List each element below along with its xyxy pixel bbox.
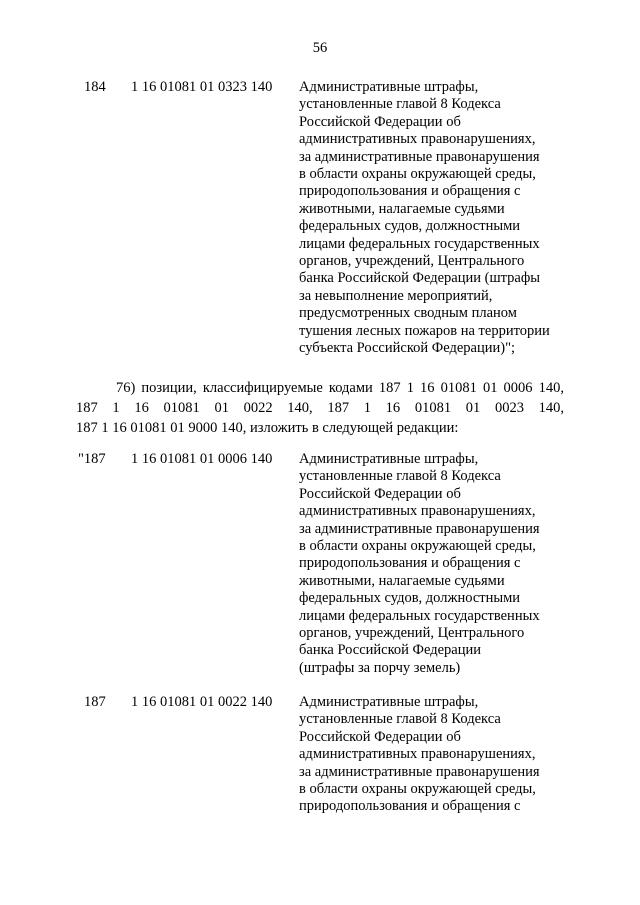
description-line: Российской Федерации об: [299, 728, 461, 745]
admin-code: "187: [78, 451, 106, 467]
description-line: тушения лесных пожаров на территории: [299, 322, 550, 339]
code-description: [299, 451, 579, 677]
description-line: лицами федеральных государственных: [299, 235, 540, 252]
description-line: природопользования и обращения с: [299, 555, 521, 572]
description-line: предусмотренных сводным планом: [299, 305, 517, 322]
paragraph-line: 187 1 16 01081 01 9000 140, изложить в следующей редакции:: [76, 420, 459, 437]
description-line: федеральных судов, должностными: [299, 218, 521, 235]
amendment-paragraph: [76, 378, 564, 439]
description-line: банка Российской Федерации (штрафы: [299, 270, 540, 287]
description-line: федеральных судов, должностными: [299, 590, 521, 607]
description-line: в области охраны окружающей среды,: [299, 166, 536, 183]
description-line: (штрафы за порчу земель): [299, 659, 461, 676]
description-line: за невыполнение мероприятий,: [299, 287, 493, 304]
classification-code: 1 16 01081 01 0022 140: [131, 694, 273, 710]
description-line: лицами федеральных государственных: [299, 607, 540, 624]
description-line: административных правонарушениях,: [299, 131, 536, 148]
description-line: Административные штрафы,: [299, 79, 479, 95]
description-line: Российской Федерации об: [299, 113, 461, 130]
description-line: банка Российской Федерации: [299, 642, 482, 659]
description-line: органов, учреждений, Центрального: [299, 253, 525, 270]
description-line: Административные штрафы,: [299, 694, 479, 710]
description-line: за административные правонарушения: [299, 148, 540, 165]
description-line: Административные штрафы,: [299, 451, 479, 467]
classification-code: 1 16 01081 01 0006 140: [131, 451, 273, 467]
description-line: животными, налагаемые судьями: [299, 200, 505, 217]
page-number: 56: [312, 40, 328, 56]
description-line: административных правонарушениях,: [299, 503, 536, 520]
admin-code: 184: [84, 79, 106, 95]
description-line: природопользования и обращения с: [299, 798, 521, 815]
code-description: [299, 694, 579, 816]
description-line: природопользования и обращения с: [299, 183, 521, 200]
description-line: в области охраны окружающей среды,: [299, 538, 536, 555]
description-line: в области охраны окружающей среды,: [299, 781, 536, 798]
classification-code: 1 16 01081 01 0323 140: [131, 79, 273, 95]
description-line: установленные главой 8 Кодекса: [299, 96, 501, 113]
description-line: Российской Федерации об: [299, 485, 461, 502]
description-line: за административные правонарушения: [299, 520, 540, 537]
description-line: органов, учреждений, Центрального: [299, 625, 525, 642]
description-line: административных правонарушениях,: [299, 746, 536, 763]
description-line: животными, налагаемые судьями: [299, 572, 505, 589]
code-description: [299, 79, 579, 358]
paragraph-line: 187 1 16 01081 01 0022 140, 187 1 16 01081 01 0023 140,: [76, 400, 564, 417]
description-line: за административные правонарушения: [299, 763, 540, 780]
admin-code: 187: [84, 694, 106, 710]
paragraph-line: 76) позиции, классифицируемые кодами 187 1 16 01081 01 0006 140,: [116, 380, 564, 396]
description-line: установленные главой 8 Кодекса: [299, 468, 501, 485]
description-line: установленные главой 8 Кодекса: [299, 711, 501, 728]
description-line: субъекта Российской Федерации)";: [299, 340, 516, 357]
